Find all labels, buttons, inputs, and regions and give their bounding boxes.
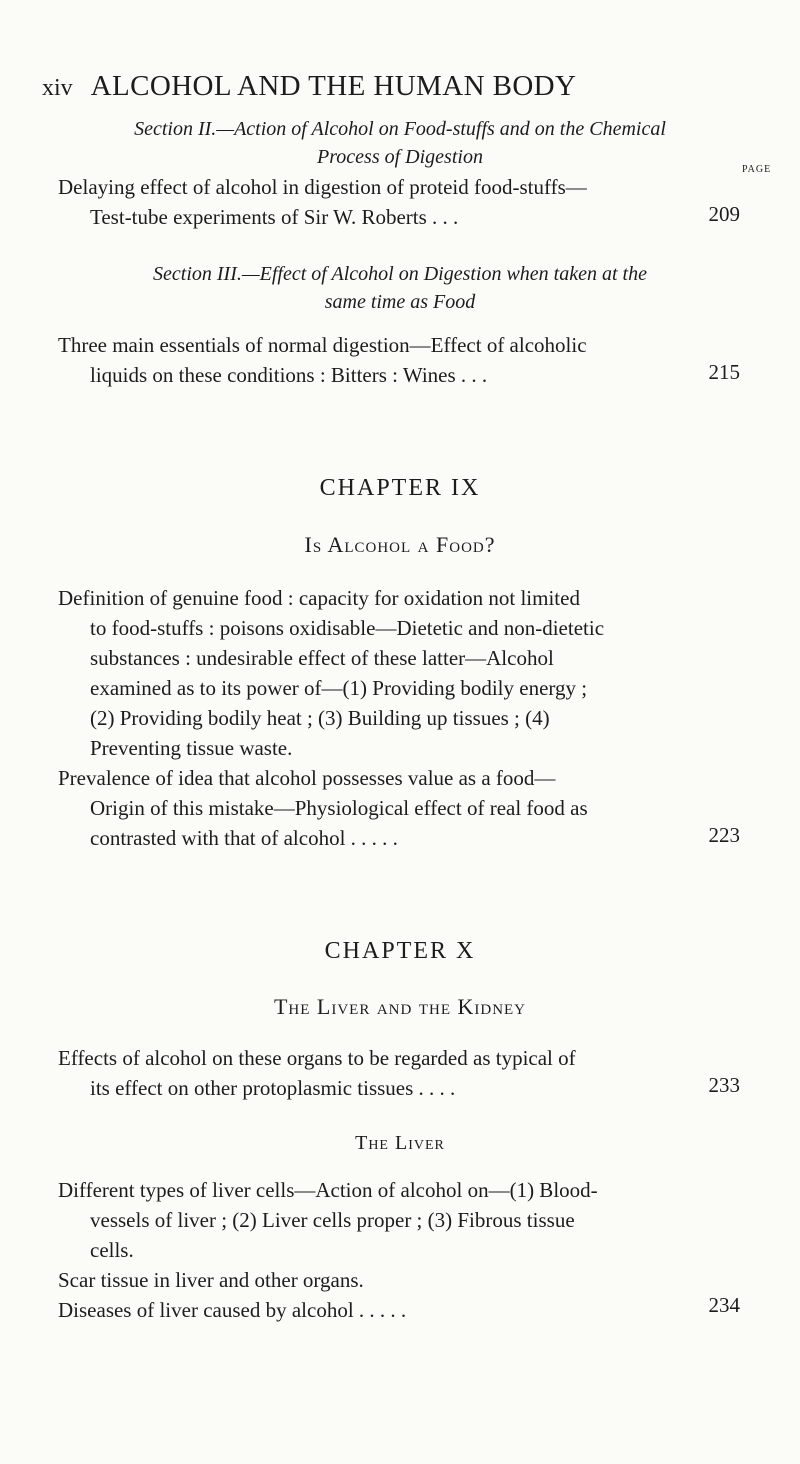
chapter-9-para1-line: (2) Providing bodily heat ; (3) Building up tissues ; (4) [90, 706, 550, 730]
chapter-9-page: 223 [708, 823, 740, 847]
section-2-page: 209 [708, 202, 740, 226]
liver-para1-line: vessels of liver ; (2) Liver cells proper ; (3) Fibrous tissue [90, 1208, 575, 1232]
section-2-entry-line1: Delaying effect of alcohol in digestion of proteid food-stuffs— [58, 175, 587, 199]
chapter-9-para1-line: substances : undesirable effect of these latter—Alcohol [90, 646, 554, 670]
chapter-10-intro-line: its effect on other protoplasmic tissues . . . . [90, 1076, 456, 1100]
chapter-10-label: CHAPTER X [324, 938, 476, 964]
page-column-label: PAGE [742, 164, 772, 175]
liver-page: 234 [708, 1293, 740, 1317]
section-2-heading-line2: Process of Digestion [317, 146, 483, 168]
chapter-9-para2-line: contrasted with that of alcohol . . . . . [90, 826, 398, 850]
section-3-page: 215 [708, 360, 740, 384]
section-3-heading-line2: same time as Food [324, 291, 476, 313]
section-3-entry-line1: Three main essentials of normal digestion—Effect of alcoholic [58, 333, 587, 357]
chapter-10-intro-line: Effects of alcohol on these organs to be regarded as typical of [58, 1046, 576, 1070]
chapter-9-para2-line: Prevalence of idea that alcohol possesses value as a food— [58, 766, 556, 790]
liver-para3: Diseases of liver caused by alcohol . . . . . [58, 1298, 407, 1322]
chapter-10-title: The Liver and the Kidney [273, 994, 527, 1019]
section-3-entry-line2: liquids on these conditions : Bitters : Wines . . . [90, 363, 488, 387]
chapter-9-para1-line: Definition of genuine food : capacity for oxidation not limited [58, 586, 580, 610]
chapter-9-para1-line: to food-stuffs : poisons oxidisable—Dietetic and non-dietetic [90, 616, 605, 640]
liver-subheading: The Liver [355, 1132, 445, 1154]
running-title: ALCOHOL AND THE HUMAN BODY [90, 70, 577, 102]
section-2-heading-line1: Section II.—Action of Alcohol on Food-stuffs and on the Chemical [134, 118, 666, 140]
section-2-entry-line2: Test-tube experiments of Sir W. Roberts . . . [90, 205, 459, 229]
chapter-9-para1-line: Preventing tissue waste. [90, 736, 293, 760]
section-3-heading-line1: Section III.—Effect of Alcohol on Digestion when taken at the [153, 263, 647, 285]
running-head [42, 70, 576, 103]
chapter-9-para2-line: Origin of this mistake—Physiological effect of real food as [90, 796, 588, 820]
page-number: xiv [42, 75, 73, 101]
chapter-10-intro-page: 233 [708, 1073, 740, 1097]
chapter-9-title: Is Alcohol a Food? [304, 532, 496, 557]
liver-para1-line: Different types of liver cells—Action of alcohol on—(1) Blood- [58, 1178, 598, 1202]
liver-para1-line: cells. [90, 1238, 134, 1262]
chapter-9-para1-line: examined as to its power of—(1) Providing bodily energy ; [90, 676, 588, 700]
liver-para2: Scar tissue in liver and other organs. [58, 1268, 364, 1292]
chapter-9-label: CHAPTER IX [319, 475, 481, 501]
